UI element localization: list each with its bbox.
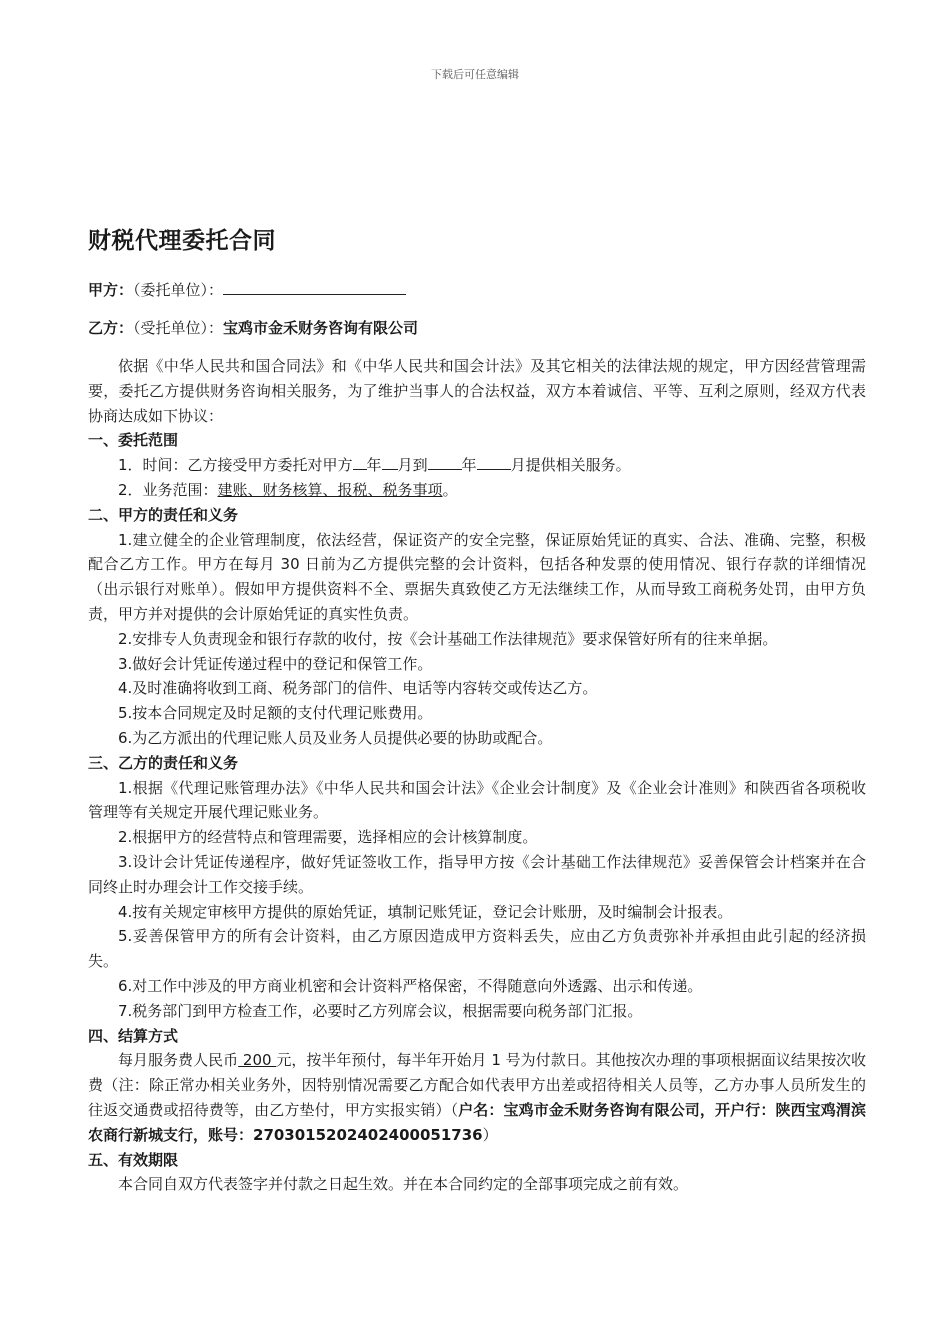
fee-amount: 200 (238, 1051, 277, 1070)
blank-year-2 (428, 454, 462, 470)
section-2-item: 1.建立健全的企业管理制度，依法经营，保证资产的安全完整，保证原始凭证的真实、合法、准确、完整，积极配合乙方工作。甲方在每月 30 日前为乙方提供完整的会计资料，包括各种发票的使用情况、银行存款的详细情况（出示银行对账单）。假如甲方提供资料不全、票据失真致使乙方无法继续工作，从而导致工商税务处罚，由甲方负责，甲方并对提供的会计原始凭证的真实性负责。 (88, 530, 866, 623)
fee-text-b: 元，按半年预付，每半年开始月 1 号为付款日。其他按次办理的事项根据面议结果按次收费（注：除正常办相关业务外，因特别情况需要乙方配合如代表甲方出差或招待相关人员等，乙方办事人员所发生的往返交通费或招待费等，由乙方垫付，甲方实报实销）（ (88, 1051, 866, 1119)
scope-label: 2．业务范围： (118, 480, 218, 499)
party-b-name: 宝鸡市金禾财务咨询有限公司 (223, 319, 419, 337)
section-3-item: 5.妥善保管甲方的所有会计资料，由乙方原因造成甲方资料丢失，应由乙方负责弥补并承担由此引起的经济损失。 (88, 927, 866, 971)
time-text-end: 月提供相关服务。 (510, 456, 631, 475)
section-2-item: 6.为乙方派出的代理记账人员及业务人员提供必要的协助或配合。 (118, 728, 553, 747)
section-5-heading: 五、有效期限 (88, 1150, 179, 1169)
document-title: 财税代理委托合同 (88, 228, 276, 254)
section-3-item: 2.根据甲方的经营特点和管理需要，选择相应的会计核算制度。 (118, 828, 538, 847)
contract-body (88, 222, 866, 1197)
section-3-item: 4.按有关规定审核甲方提供的原始凭证，填制记账凭证，登记会计账册，及时编制会计报表。 (118, 902, 733, 921)
time-text-to: 月到 (397, 456, 428, 475)
scope-end: 。 (442, 480, 458, 499)
scope-value: 建账、财务核算、报税、税务事项 (217, 480, 443, 499)
party-b-line (88, 316, 866, 341)
section-3-heading: 三、乙方的责任和义务 (88, 753, 239, 772)
section-2-item: 2.安排专人负责现金和银行存款的收付，按《会计基础工作法律规范》要求保管好所有的往来单据。 (118, 629, 778, 648)
time-text-a: 1．时间：乙方接受甲方委托对甲方 (118, 456, 353, 475)
fee-text-a: 每月服务费人民币 (118, 1051, 239, 1070)
section-2-item: 5.按本合同规定及时足额的支付代理记账费用。 (118, 704, 433, 723)
section-1-item-2 (88, 478, 866, 503)
party-a-blank (223, 277, 406, 295)
blank-month-2 (477, 454, 511, 470)
party-a-role: （委托单位）： (133, 281, 224, 299)
time-text-year: 年 (366, 456, 382, 475)
party-a-line (88, 277, 866, 303)
party-b-role: （受托单位）： (133, 319, 224, 337)
party-b-label: 乙方： (88, 319, 134, 337)
section-1-item-1 (88, 453, 866, 478)
blank-month-1 (382, 454, 398, 470)
section-4-paragraph (88, 1048, 866, 1147)
section-3-item: 7.税务部门到甲方检查工作，必要时乙方列席会议，根据需要向税务部门汇报。 (118, 1001, 643, 1020)
party-a-label: 甲方： (88, 281, 134, 299)
time-text-year-2: 年 (461, 456, 477, 475)
section-2-heading: 二、甲方的责任和义务 (88, 505, 239, 524)
section-2-item: 3.做好会计凭证传递过程中的登记和保管工作。 (118, 654, 433, 673)
section-1-heading: 一、委托范围 (88, 431, 179, 450)
blank-year-1 (353, 454, 367, 470)
header-note: 下载后可任意编辑 (431, 68, 519, 81)
section-4-heading: 四、结算方式 (88, 1026, 179, 1045)
intro-paragraph: 依据《中华人民共和国合同法》和《中华人民共和国会计法》及其它相关的法律法规的规定，甲方因经营管理需要，委托乙方提供财务咨询相关服务，为了维护当事人的合法权益，双方本着诚信、平等、互利之原则，经双方代表协商达成如下协议： (88, 357, 866, 425)
fee-text-end: ） (482, 1125, 498, 1144)
section-3-item: 1.根据《代理记账管理办法》《中华人民共和国会计法》《企业会计制度》及《企业会计准则》和陕西省各项税收管理等有关规定开展代理记账业务。 (88, 778, 866, 822)
section-2-item: 4.及时准确将收到工商、税务部门的信件、电话等内容转交或传达乙方。 (118, 679, 598, 698)
section-3-item: 3.设计会计凭证传递程序，做好凭证签收工作，指导甲方按《会计基础工作法律规范》妥善保管会计档案并在合同终止时办理会计工作交接手续。 (88, 852, 866, 896)
section-5-paragraph: 本合同自双方代表签字并付款之日起生效。并在本合同约定的全部事项完成之前有效。 (118, 1175, 689, 1194)
bank-account-info: 户名：宝鸡市金禾财务咨询有限公司，开户行：陕西宝鸡渭滨农商行新城支行，账号：27030152024024000517​36 (88, 1100, 866, 1144)
section-3-item: 6.对工作中涉及的甲方商业机密和会计资料严格保密，不得随意向外透露、出示和传递。 (118, 976, 703, 995)
